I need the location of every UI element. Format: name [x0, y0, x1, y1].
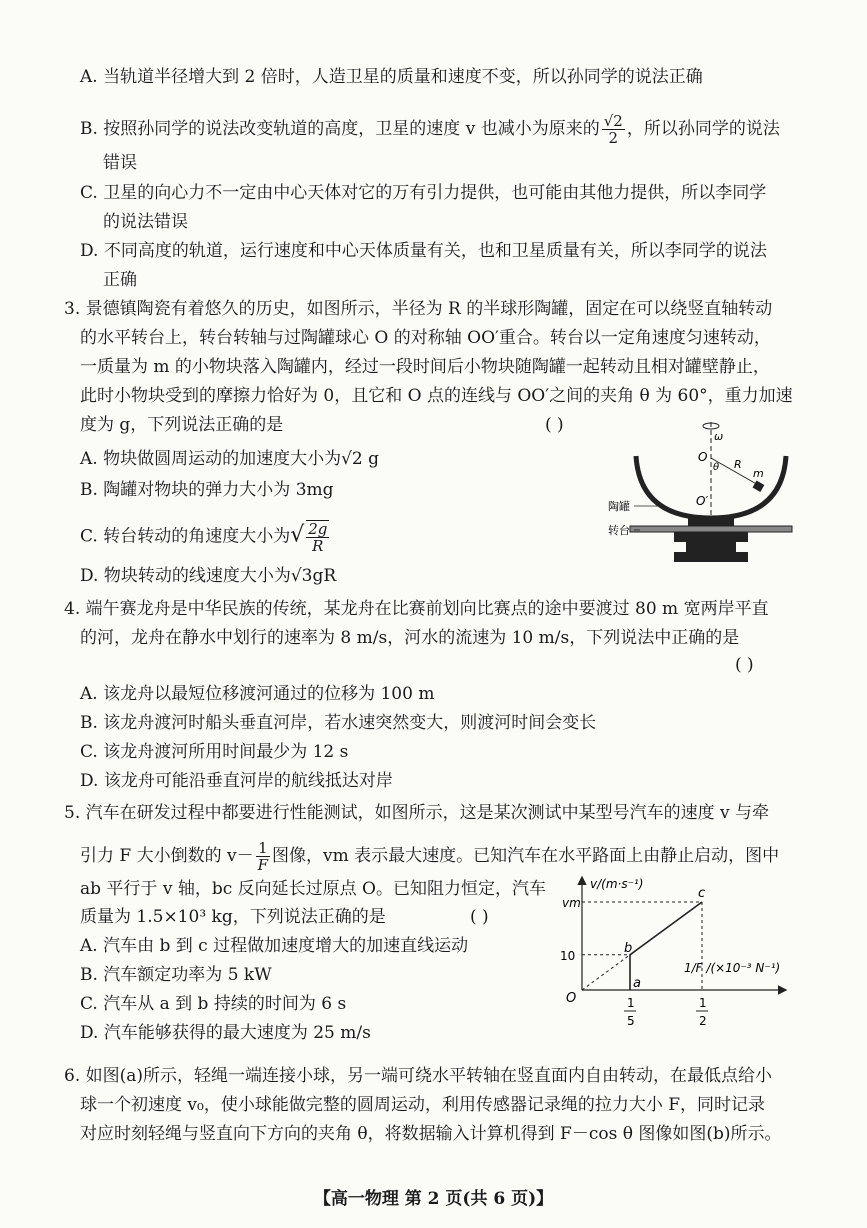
y-tick-10: 10 — [560, 948, 576, 963]
q4-option-d: D. 该龙舟可能沿垂直河岸的航线抵达对岸 — [80, 771, 393, 791]
q2-option-c-cont: 的说法错误 — [103, 212, 188, 232]
q5-line2-tail: 图像，vm 表示最大速度。已知汽车在水平路面上由静止启动，图中 — [272, 846, 780, 866]
x-tick-numerator: 1 — [627, 996, 635, 1010]
sqrt2-over-2 — [602, 113, 625, 146]
x-tick-denominator: 5 — [627, 1014, 635, 1028]
q2-option-b-tail: ，所以孙同学的说法 — [626, 119, 780, 139]
bc-extension-line — [582, 955, 630, 990]
q3-answer-bracket: ( ) — [545, 415, 564, 435]
q2-option-a: A. 当轨道半径增大到 2 倍时，人造卫星的质量和速度不变，所以孙同学的说法正确 — [80, 67, 703, 87]
o-prime-label: O′ — [696, 494, 709, 508]
q3-stem-line5: 度为 g，下列说法正确的是 — [80, 415, 284, 435]
x-tick-numerator: 1 — [699, 996, 707, 1010]
one-over-f — [256, 840, 270, 873]
q5-stem-line3: ab 平行于 v 轴，bc 反向延长过原点 O。已知阻力恒定，汽车 — [80, 879, 546, 899]
q3-stem-line1: 3. 景德镇陶瓷有着悠久的历史，如图所示，半径为 R 的半球形陶罐，固定在可以绕竖直轴转动 — [64, 299, 773, 319]
turntable-plate — [630, 526, 792, 532]
q6-stem-line1: 6. 如图(a)所示，轻绳一端连接小球，另一端可绕水平转轴在竖直面内自由转动，在最低点给小 — [64, 1066, 773, 1086]
q2-option-b-cont: 错误 — [103, 153, 137, 173]
q5-stem-line4: 质量为 1.5×10³ kg，下列说法正确的是 — [80, 907, 386, 927]
fraction-numerator: 2g — [308, 520, 328, 538]
y-tick-vm: vm — [562, 896, 581, 910]
turntable-support-mid — [686, 542, 736, 552]
q4-option-c: C. 该龙舟渡河所用时间最少为 12 s — [80, 742, 349, 762]
v-vs-inverse-f-chart — [550, 872, 795, 1032]
q3-option-b: B. 陶罐对物块的弹力大小为 3mg — [80, 480, 334, 500]
y-axis-label: v/(m·s⁻¹) — [590, 877, 644, 891]
q6-stem-line2: 球一个初速度 v₀，使小球能做完整的圆周运动，利用传感器记录绳的拉力大小 F，同时记录 — [80, 1095, 766, 1115]
fraction-numerator: 1 — [256, 840, 270, 857]
fraction-numerator: √2 — [603, 112, 623, 130]
q4-option-a: A. 该龙舟以最短位移渡河通过的位移为 100 m — [80, 684, 435, 704]
q4-stem-line2: 的河，龙舟在静水中划行的速率为 8 m/s，河水的流速为 10 m/s，下列说法中正确的是 — [80, 628, 740, 648]
q4-stem-line1: 4. 端午赛龙舟是中华民族的传统，某龙舟在比赛前划向比赛点的途中要渡过 80 m 宽两岸平直 — [64, 599, 769, 619]
turntable-support-top — [674, 532, 748, 542]
omega-label: ω — [714, 430, 724, 443]
pot-label: 陶罐 — [608, 500, 630, 513]
q2-option-b-text: B. 按照孙同学的说法改变轨道的高度，卫星的速度 v 也减小为原来的 — [80, 119, 600, 139]
page-footer: 【高一物理 第 2 页(共 6 页)】 — [313, 1189, 554, 1209]
fraction-denominator: 2 — [608, 129, 619, 147]
origin-label: O — [566, 991, 577, 1006]
q2-option-c: C. 卫星的向心力不一定由中心天体对它的万有引力提供，也可能由其他力提供，所以李同学 — [80, 183, 767, 203]
turntable-support-bottom — [674, 552, 748, 562]
sqrt-2g-over-r — [306, 520, 329, 554]
q5-stem-line2 — [80, 840, 779, 873]
point-a-label: a — [633, 976, 641, 991]
pot-base — [688, 516, 734, 526]
q4-option-b: B. 该龙舟渡河时船头垂直河岸，若水速突然变大，则渡河时间会变长 — [80, 713, 597, 733]
x-tick-denominator: 2 — [699, 1014, 707, 1028]
turntable-label: 转台 — [608, 524, 630, 537]
q3-stem-line4: 此时小物块受到的摩擦力恰好为 0，且它和 O 点的连线与 OO′之间的夹角 θ 为 60°，重力加速 — [80, 386, 793, 406]
q5-option-b: B. 汽车额定功率为 5 kW — [80, 965, 272, 985]
radius-r-label: R — [734, 458, 742, 471]
fraction-denominator: F — [257, 856, 269, 874]
q5-option-c: C. 汽车从 a 到 b 持续的时间为 6 s — [80, 994, 347, 1014]
pot-turntable-figure — [600, 418, 800, 570]
center-o-label: O — [698, 450, 708, 464]
q5-answer-bracket: ( ) — [470, 907, 489, 927]
q4-answer-bracket: ( ) — [735, 655, 754, 675]
point-b-label: b — [624, 940, 633, 956]
q5-line2-text: 引力 F 大小倒数的 v－ — [80, 846, 254, 866]
q3-option-a: A. 物块做圆周运动的加速度大小为√2 g — [80, 449, 380, 469]
q5-option-a: A. 汽车由 b 到 c 过程做加速度增大的加速直线运动 — [80, 936, 469, 956]
sqrt-sign: √ — [290, 522, 305, 548]
q6-stem-line3: 对应时刻轻绳与竖直向下方向的夹角 θ，将数据输入计算机得到 F－cos θ 图像如图(b)所示。 — [80, 1124, 782, 1144]
q2-option-d: D. 不同高度的轨道，运行速度和中心天体质量有关，也和卫星质量有关，所以李同学的说法 — [80, 241, 767, 261]
q3-stem-line2: 的水平转台上，转台转轴与过陶罐球心 O 的对称轴 OO′重合。转台以一定角速度匀速转动， — [80, 328, 771, 348]
point-c-label: c — [698, 886, 706, 901]
q2-option-d-cont: 正确 — [103, 270, 137, 290]
x-axis-label: 1/F /(×10⁻³ N⁻¹) — [684, 961, 781, 975]
q3-option-c-text: C. 转台转动的角速度大小为 — [80, 526, 291, 547]
q5-option-d: D. 汽车能够获得的最大速度为 25 m/s — [80, 1023, 371, 1043]
q3-option-c — [80, 520, 331, 554]
q2-option-b — [80, 113, 780, 146]
q3-stem-line3: 一质量为 m 的小物块落入陶罐内，经过一段时间后小物块随陶罐一起转动且相对罐壁静止， — [80, 357, 770, 377]
q3-option-d: D. 物块转动的线速度大小为√3gR — [80, 566, 337, 586]
theta-label: θ — [713, 462, 720, 473]
fraction-denominator: R — [312, 537, 324, 555]
mass-m-label: m — [753, 467, 764, 480]
q5-stem-line1: 5. 汽车在研发过程中都要进行性能测试，如图所示，这是某次测试中某型号汽车的速度 v 与牵 — [64, 803, 770, 823]
